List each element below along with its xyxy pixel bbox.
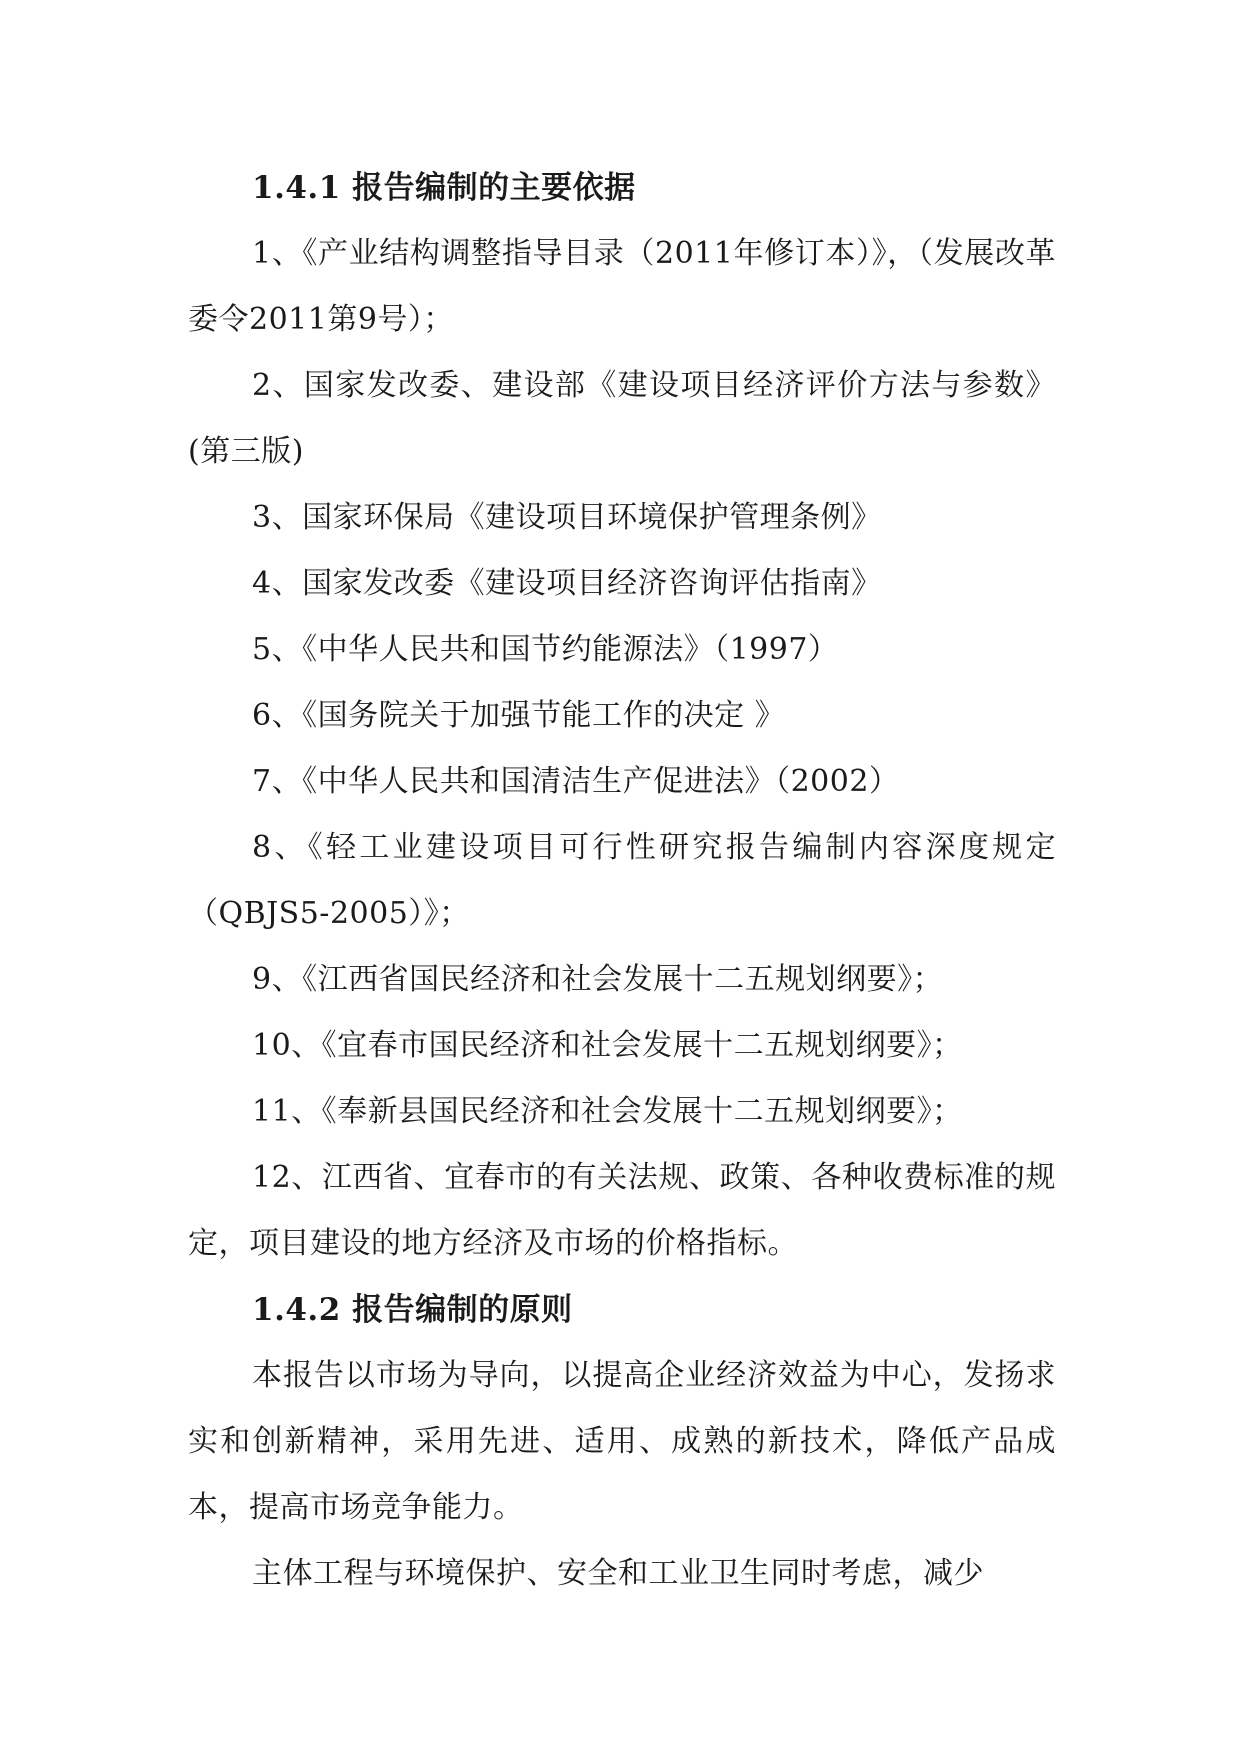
basis-item-11: 11、《奉新县国民经济和社会发展十二五规划纲要》； — [252, 1094, 963, 1129]
basis-item-10: 10、《宜春市国民经济和社会发展十二五规划纲要》； — [252, 1028, 963, 1063]
basis-item-7: 7、《中华人民共和国清洁生产促进法》（2002） — [252, 764, 900, 799]
basis-item-5: 5、《中华人民共和国节约能源法》（1997） — [252, 632, 839, 667]
basis-item-12: 12、江西省、宜春市的有关法规、政策、各种收费标准的规定，项目建设的地方经济及市场的价格指标。 — [188, 1160, 1056, 1261]
principle-paragraph-2: 主体工程与环境保护、安全和工业卫生同时考虑，减少 — [252, 1556, 984, 1591]
section-heading-1-4-2: 1.4.2 报告编制的原则 — [252, 1292, 573, 1328]
section-heading-1-4-1: 1.4.1 报告编制的主要依据 — [252, 170, 636, 206]
basis-item-1: 1、《产业结构调整指导目录（2011年修订本）》，（发展改革委令2011第9号）； — [188, 236, 1056, 337]
basis-item-9: 9、《江西省国民经济和社会发展十二五规划纲要》； — [252, 962, 944, 997]
basis-item-2: 2、国家发改委、建设部《建设项目经济评价方法与参数》(第三版) — [188, 368, 1056, 469]
basis-item-6: 6、《国务院关于加强节能工作的决定 》 — [252, 698, 786, 733]
principle-paragraph-1: 本报告以市场为导向，以提高企业经济效益为中心，发扬求实和创新精神，采用先进、适用、成熟的新技术，降低产品成本，提高市场竞争能力。 — [188, 1358, 1056, 1525]
basis-item-4: 4、国家发改委《建设项目经济咨询评估指南》 — [252, 566, 882, 601]
basis-item-8: 8、《轻工业建设项目可行性研究报告编制内容深度规定（QBJS5-2005）》； — [188, 830, 1056, 931]
document-body — [188, 155, 1056, 1607]
basis-item-3: 3、国家环保局《建设项目环境保护管理条例》 — [252, 500, 882, 535]
